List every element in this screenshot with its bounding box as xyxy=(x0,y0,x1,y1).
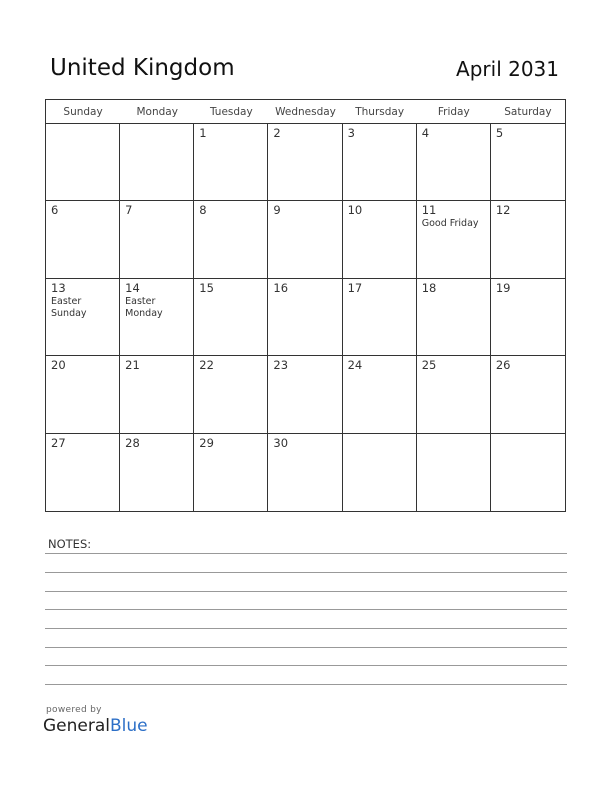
day-number: 29 xyxy=(199,435,214,450)
day-number: 8 xyxy=(199,203,207,218)
day-number: 14 xyxy=(125,280,140,295)
note-line xyxy=(45,553,567,554)
powered-by-label: powered by xyxy=(46,705,102,715)
weekday-monday: Monday xyxy=(136,106,178,118)
day-cell xyxy=(46,434,120,511)
day-cell xyxy=(194,124,268,201)
day-number: 24 xyxy=(347,358,363,373)
day-number: 25 xyxy=(421,358,437,373)
weekday-sunday: Sunday xyxy=(63,106,103,118)
day-cell xyxy=(268,124,342,201)
day-number: 17 xyxy=(347,280,363,295)
day-number: 6 xyxy=(51,203,59,218)
day-cell xyxy=(268,356,342,433)
day-cell xyxy=(417,201,491,278)
weekday-header-row xyxy=(46,100,565,124)
day-cell xyxy=(120,279,194,356)
day-number: 16 xyxy=(273,280,289,295)
day-cell xyxy=(417,279,491,356)
day-cell xyxy=(120,434,194,511)
day-number: 20 xyxy=(51,358,66,373)
day-cell xyxy=(194,201,268,278)
day-number: 28 xyxy=(125,435,140,450)
day-cell xyxy=(491,124,565,201)
day-number: 11 xyxy=(421,203,437,218)
day-number: 4 xyxy=(421,126,430,140)
day-cell xyxy=(194,279,268,356)
calendar-days xyxy=(46,124,565,511)
day-cell xyxy=(46,201,120,278)
day-number: 21 xyxy=(125,358,140,373)
day-cell xyxy=(46,279,120,356)
day-cell xyxy=(46,124,120,201)
day-cell xyxy=(120,124,194,201)
note-line xyxy=(45,647,567,648)
day-number: 13 xyxy=(51,280,66,295)
holiday-label: Good Friday xyxy=(421,218,479,230)
day-number: 2 xyxy=(273,126,281,140)
day-cell xyxy=(120,201,194,278)
day-number: 18 xyxy=(421,280,437,295)
day-cell xyxy=(343,356,417,433)
brand-blue-text: Blue xyxy=(110,716,148,736)
day-number: 22 xyxy=(199,358,214,373)
day-cell xyxy=(268,434,342,511)
day-cell xyxy=(268,201,342,278)
day-cell xyxy=(491,279,565,356)
day-number: 19 xyxy=(495,280,511,295)
day-number: 26 xyxy=(495,358,511,373)
note-line xyxy=(45,591,567,592)
day-cell xyxy=(491,201,565,278)
day-number: 12 xyxy=(495,203,511,218)
holiday-label: Easter Monday xyxy=(125,295,163,319)
day-cell xyxy=(491,434,565,511)
brand-general-text: General xyxy=(43,716,110,736)
notes-label: NOTES: xyxy=(48,537,92,551)
note-line xyxy=(45,684,567,685)
note-line xyxy=(45,609,567,610)
weekday-saturday: Saturday xyxy=(504,106,552,118)
day-cell xyxy=(343,124,417,201)
day-cell xyxy=(194,356,268,433)
calendar-month-title: April 2031 xyxy=(456,57,559,81)
day-cell xyxy=(268,279,342,356)
day-cell xyxy=(343,434,417,511)
holiday-label: Easter Sunday xyxy=(51,295,87,319)
day-number: 23 xyxy=(273,358,289,373)
day-number: 1 xyxy=(199,126,207,140)
day-number: 15 xyxy=(199,280,214,295)
note-line xyxy=(45,628,567,629)
day-number: 10 xyxy=(347,203,363,218)
day-cell xyxy=(417,434,491,511)
day-cell xyxy=(343,201,417,278)
day-cell xyxy=(491,356,565,433)
day-number: 3 xyxy=(347,126,355,140)
day-number: 9 xyxy=(273,203,281,218)
day-cell xyxy=(46,356,120,433)
day-number: 7 xyxy=(125,203,133,218)
note-line xyxy=(45,572,567,573)
day-number: 5 xyxy=(495,126,504,140)
weekday-thursday: Thursday xyxy=(355,106,405,118)
day-cell xyxy=(417,356,491,433)
day-number: 27 xyxy=(51,435,66,450)
weekday-wednesday: Wednesday xyxy=(275,106,336,118)
weekday-tuesday: Tuesday xyxy=(209,106,253,118)
note-line xyxy=(45,665,567,666)
day-cell xyxy=(194,434,268,511)
day-number: 30 xyxy=(273,435,289,450)
weekday-friday: Friday xyxy=(437,106,470,118)
generalblue-logo xyxy=(43,716,148,736)
calendar-grid xyxy=(45,99,566,512)
day-cell xyxy=(343,279,417,356)
day-cell xyxy=(120,356,194,433)
calendar-country-title: United Kingdom xyxy=(50,55,235,81)
day-cell xyxy=(417,124,491,201)
